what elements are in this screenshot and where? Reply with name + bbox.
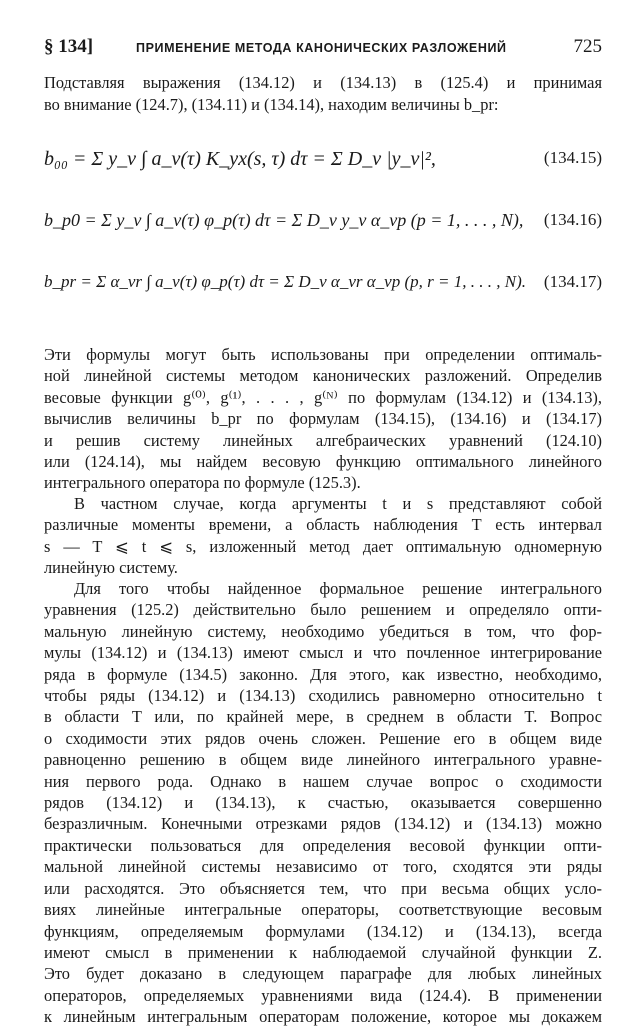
page-number: 725 xyxy=(573,36,602,57)
intro-line: Подставляя выражения (134.12) и (134.13) в (125.4) и принимая xyxy=(44,73,602,92)
text-line: ния первого рода. Однако в нашем случае вопрос о сходимости xyxy=(44,771,602,791)
text-line: безразличным. Конечными отрезками рядов (134.12) и (134.13) можно xyxy=(44,814,602,834)
text-line: равноценно решению в общем виде линейного интегрального уравне- xyxy=(44,750,602,770)
text-line: различные моменты времени, а область наблюдения T есть интервал xyxy=(44,515,602,535)
text-line: В частном случае, когда аргументы t и s представляют собой xyxy=(74,494,602,513)
text-line: или (124.14), мы найдем весовую функцию оптимального линейного xyxy=(44,452,602,472)
text-line: вычислив величины b_pr по формулам (134.15), (134.16) и (134.17) xyxy=(44,409,602,429)
text-line: мальной линейной системы независимо от того, сходятся эти ряды xyxy=(44,857,602,877)
text-line: к линейным интегральным операторам положение, которое мы докажем xyxy=(44,1007,602,1027)
text-line: мулы (134.12) и (134.13) имеют смысл и что почленное интегрирование xyxy=(44,643,602,663)
text-line: весовые функции g⁽⁰⁾, g⁽¹⁾, . . . , g⁽ᴺ⁾ по формулам (134.12) и (134.13), xyxy=(44,387,602,407)
text-line: линейную систему. xyxy=(44,558,178,578)
text-line: Эти формулы могут быть использованы при определении оптималь- xyxy=(44,345,602,364)
intro-text xyxy=(44,72,602,116)
equation-body: b_pr = Σ α_νr ∫ a_ν(τ) φ_p(τ) dτ = Σ D_ν α_νr α_νp (p, r = 1, . . . , N). xyxy=(44,272,526,291)
text-line: практически пользоваться для определения весовой функции опти- xyxy=(44,835,602,855)
text-line: уравнения (125.2) действительно было решением и определяло опти- xyxy=(44,600,602,620)
text-line: или расходятся. Это объясняется тем, что при весьма общих усло- xyxy=(44,878,602,898)
text-line: Это будет доказано в следующем параграфе для любых линейных xyxy=(44,964,602,984)
paragraph-1 xyxy=(44,344,602,494)
equation-134-15 xyxy=(44,148,602,198)
text-line: ной линейной системы методом канонических разложений. Определив xyxy=(44,366,602,386)
text-line: интегрального оператора по формуле (125.3). xyxy=(44,473,361,493)
equation-number: (134.15) xyxy=(543,148,602,167)
equation-134-16 xyxy=(44,210,602,260)
equation-number: (134.17) xyxy=(543,272,602,291)
equation-134-17 xyxy=(44,272,602,322)
section-number: § 134] xyxy=(44,36,94,57)
text-line: мальную линейную систему, необходимо убедиться в том, что фор- xyxy=(44,621,602,641)
text-line: Для того чтобы найденное формальное решение интегрального xyxy=(74,579,602,598)
text-line: имеют смысл в применении к наблюдаемой случайной функции Z. xyxy=(44,942,602,962)
text-line: s — T ⩽ t ⩽ s, изложенный метод дает оптимальную одномерную xyxy=(44,536,602,556)
text-line: ряда в формуле (134.5) законно. Для этого, как известно, необходимо, xyxy=(44,664,602,684)
text-line: виях линейные интегральные операторы, соответствующие весовым xyxy=(44,900,602,920)
text-line: чтобы ряды (134.12) и (134.13) сходились равномерно относительно t xyxy=(44,686,602,706)
text-line: о сходимости этих рядов очень сложен. Решение его в общем виде xyxy=(44,728,602,748)
paragraph-3 xyxy=(44,578,602,1028)
equation-body: b_p0 = Σ y_ν ∫ a_ν(τ) φ_p(τ) dτ = Σ D_ν y_ν α_νp (p = 1, . . . , N), xyxy=(44,210,524,230)
text-line: рядов (134.12) и (134.13), к счастью, оказывается совершенно xyxy=(44,793,602,813)
text-line: в области T или, по крайней мере, в среднем в области T. Вопрос xyxy=(44,707,602,727)
text-line: и решив систему линейных алгебраических уравнений (124.10) xyxy=(44,430,602,450)
paragraph-2 xyxy=(44,493,602,579)
text-line: операторов, определяемых уравнениями вида (124.4). В применении xyxy=(44,985,602,1005)
equation-body: b₀₀ = Σ y_ν ∫ a_ν(τ) K_yx(s, τ) dτ = Σ D_ν |y_ν|², xyxy=(44,148,436,170)
running-title: ПРИМЕНЕНИЕ МЕТОДА КАНОНИЧЕСКИХ РАЗЛОЖЕНИЙ xyxy=(136,41,507,55)
running-header xyxy=(44,36,602,64)
equation-number: (134.16) xyxy=(543,210,602,229)
intro-line: во внимание (124.7), (134.11) и (134.14), находим величины b_pr: xyxy=(44,95,499,114)
text-line: функциям, определяемым формулами (134.12) и (134.13), всегда xyxy=(44,921,602,941)
